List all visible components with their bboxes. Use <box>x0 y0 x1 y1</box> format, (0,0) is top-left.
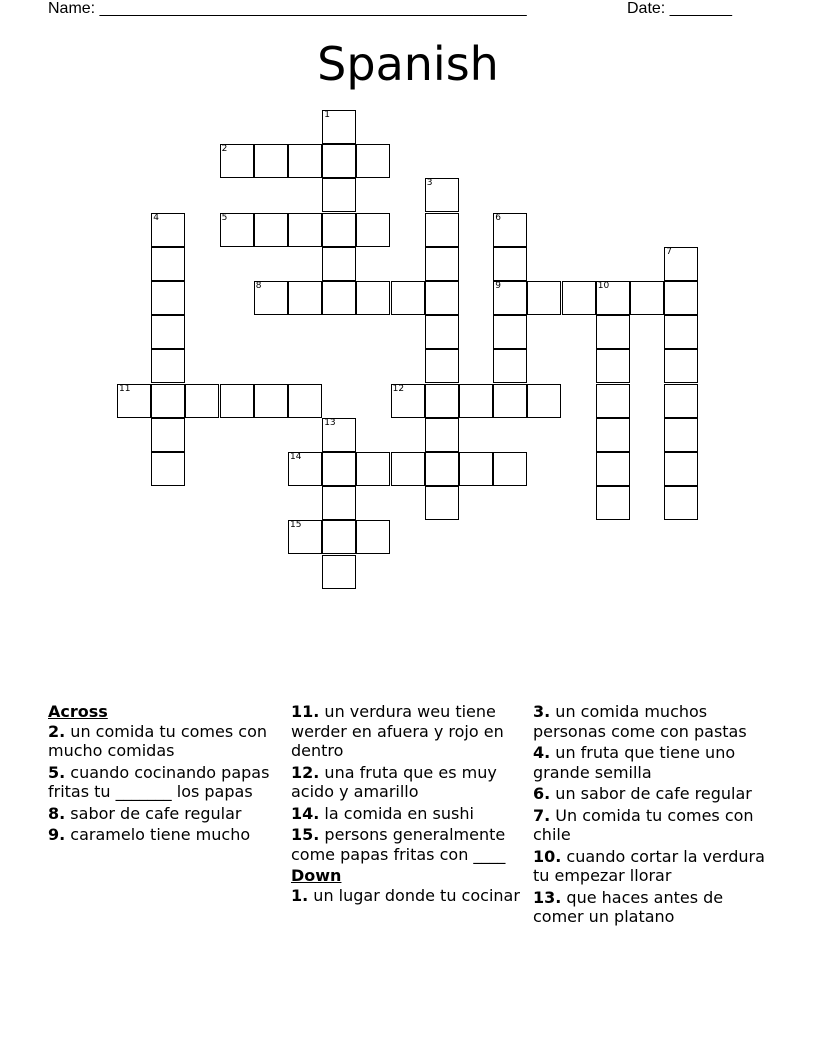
clue-item <box>291 702 531 761</box>
crossword-cell[interactable] <box>493 247 527 281</box>
clue-item-number: 4. <box>533 743 551 762</box>
crossword-cell[interactable] <box>596 418 630 452</box>
crossword-cell[interactable] <box>151 418 185 452</box>
crossword-cell[interactable] <box>459 384 493 418</box>
clue-number: 6 <box>495 212 501 223</box>
clue-item <box>533 888 773 927</box>
clue-item <box>291 763 531 802</box>
crossword-cell[interactable] <box>391 452 425 486</box>
clue-item-text: un fruta que tiene uno grande semilla <box>533 743 736 782</box>
crossword-cell[interactable] <box>493 349 527 383</box>
crossword-cell[interactable] <box>322 418 356 452</box>
clue-item <box>48 722 273 761</box>
crossword-cell[interactable] <box>493 315 527 349</box>
clue-item-number: 7. <box>533 805 551 825</box>
clue-number: 12 <box>392 383 405 394</box>
crossword-cell[interactable] <box>288 384 322 418</box>
across-heading: Across <box>48 702 108 721</box>
clue-item-number: 3. <box>533 702 551 721</box>
crossword-cell[interactable] <box>596 452 630 486</box>
clue-number: 7 <box>666 246 672 257</box>
crossword-cell[interactable] <box>425 418 459 452</box>
clue-item-number: 13. <box>533 887 562 907</box>
clue-item <box>533 784 773 804</box>
crossword-cell[interactable] <box>425 452 459 486</box>
clue-item-text: persons generalmente come papas fritas con ____ <box>291 825 506 864</box>
page-title: Spanish <box>317 37 499 91</box>
crossword-cell[interactable] <box>151 213 185 247</box>
clue-number: 15 <box>290 520 302 531</box>
crossword-cell[interactable] <box>493 452 527 486</box>
crossword-cell[interactable] <box>425 315 459 349</box>
crossword-cell[interactable] <box>288 452 322 486</box>
crossword-cell[interactable] <box>117 384 151 418</box>
crossword-cell[interactable] <box>596 384 630 418</box>
clue-item-number: 5. <box>48 762 66 782</box>
crossword-cell[interactable] <box>322 213 356 247</box>
crossword-cell[interactable] <box>425 178 459 212</box>
clue-number: 9 <box>495 281 501 291</box>
crossword-cell[interactable] <box>425 213 459 247</box>
clue-item-text: un comida muchos personas come con pastas <box>533 702 747 741</box>
crossword-cell[interactable] <box>664 247 698 281</box>
crossword-cell[interactable] <box>151 452 185 486</box>
clue-item-text: caramelo tiene mucho <box>65 825 251 844</box>
clues-column-2 <box>291 702 531 907</box>
clue-item-text: Un comida tu comes con chile <box>533 805 754 844</box>
crossword-cell[interactable] <box>596 349 630 383</box>
crossword-cell[interactable] <box>356 452 390 486</box>
crossword-cell[interactable] <box>151 349 185 383</box>
crossword-cell[interactable] <box>254 281 288 315</box>
clue-number: 14 <box>290 452 302 462</box>
crossword-cell[interactable] <box>527 281 561 315</box>
date-label: Date: <box>627 0 666 17</box>
crossword-cell[interactable] <box>322 555 356 589</box>
clue-item <box>48 804 273 824</box>
clue-number: 5 <box>221 212 228 223</box>
crossword-cell[interactable] <box>322 520 356 554</box>
crossword-cell[interactable] <box>151 281 185 315</box>
clue-item-text: que haces antes de comer un platano <box>533 887 724 926</box>
crossword-cell[interactable] <box>220 213 254 247</box>
clue-item-number: 9. <box>48 825 66 844</box>
crossword-cell[interactable] <box>425 349 459 383</box>
clue-number: 1 <box>324 110 330 120</box>
crossword-cell[interactable] <box>151 247 185 281</box>
clue-item <box>291 825 531 864</box>
crossword-cell[interactable] <box>664 486 698 520</box>
clue-item-text: la comida en sushi <box>319 803 474 823</box>
crossword-cell[interactable] <box>562 281 596 315</box>
crossword-cell[interactable] <box>596 281 630 315</box>
crossword-cell[interactable] <box>664 281 698 315</box>
crossword-cell[interactable] <box>356 281 390 315</box>
crossword-cell[interactable] <box>322 486 356 520</box>
crossword-cell[interactable] <box>288 281 322 315</box>
crossword-cell[interactable] <box>664 452 698 486</box>
crossword-cell[interactable] <box>425 281 459 315</box>
crossword-cell[interactable] <box>527 384 561 418</box>
clue-item-number: 8. <box>48 803 66 823</box>
clues-column-3 <box>533 702 773 929</box>
clue-item-text: un verdura weu tiene werder en afuera y rojo en dentro <box>291 702 504 760</box>
crossword-cell[interactable] <box>459 452 493 486</box>
clue-item-number: 10. <box>533 846 562 866</box>
crossword-cell[interactable] <box>322 144 356 178</box>
crossword-cell[interactable] <box>322 281 356 315</box>
crossword-cell[interactable] <box>151 315 185 349</box>
clue-number: 8 <box>255 281 262 291</box>
crossword-cell[interactable] <box>288 213 322 247</box>
crossword-cell[interactable] <box>493 281 527 315</box>
clue-item-text: un sabor de cafe regular <box>550 784 752 803</box>
crossword-cell[interactable] <box>254 384 288 418</box>
clue-item-number: 6. <box>533 784 551 803</box>
clue-item <box>48 825 273 845</box>
clue-item <box>533 702 773 741</box>
name-label: Name: <box>48 0 96 17</box>
clue-item-number: 14. <box>291 803 320 823</box>
clue-number: 10 <box>597 281 610 291</box>
clue-item-number: 11. <box>291 702 320 721</box>
down-clue-list <box>291 886 531 906</box>
crossword-cell[interactable] <box>425 247 459 281</box>
clue-item-number: 1. <box>291 885 309 905</box>
clue-number: 2 <box>221 144 228 155</box>
crossword-cell[interactable] <box>356 144 390 178</box>
clue-item <box>533 743 773 782</box>
down-heading: Down <box>291 866 342 885</box>
crossword-cell[interactable] <box>425 384 459 418</box>
crossword-cell[interactable] <box>322 452 356 486</box>
clue-item-text: una fruta que es muy acido y amarillo <box>291 762 497 801</box>
crossword-cell[interactable] <box>596 486 630 520</box>
across-clue-list-continued <box>291 702 531 864</box>
crossword-cell[interactable] <box>356 520 390 554</box>
across-clue-list <box>48 722 273 845</box>
crossword-cell[interactable] <box>322 110 356 144</box>
crossword-cell[interactable] <box>322 247 356 281</box>
crossword-cell[interactable] <box>391 384 425 418</box>
clue-number: 11 <box>119 383 131 394</box>
clue-item <box>291 804 531 824</box>
date-blank: _______ <box>669 0 732 17</box>
crossword-cell[interactable] <box>664 315 698 349</box>
clues-column-1 <box>48 702 273 847</box>
clue-item-text: cuando cortar la verdura tu empezar llorar <box>533 846 765 885</box>
crossword-cell[interactable] <box>220 144 254 178</box>
clue-item <box>48 763 273 802</box>
clue-number: 13 <box>324 417 336 428</box>
clue-item <box>291 886 531 906</box>
clue-item <box>533 847 773 886</box>
name-blank: ________________________________________________ <box>99 0 527 17</box>
crossword-cell[interactable] <box>254 213 288 247</box>
clue-item-text: cuando cocinando papas fritas tu _______ los papas <box>48 762 270 801</box>
crossword-cell[interactable] <box>288 520 322 554</box>
crossword-cell[interactable] <box>664 384 698 418</box>
clue-item-text: un comida tu comes con mucho comidas <box>48 721 267 760</box>
down-clue-list-continued <box>533 702 773 927</box>
crossword-cell[interactable] <box>391 281 425 315</box>
clue-item-number: 2. <box>48 721 66 741</box>
crossword-cell[interactable] <box>151 384 185 418</box>
crossword-cell[interactable] <box>630 281 664 315</box>
clue-item-text: un lugar donde tu cocinar <box>308 885 520 905</box>
clue-number: 4 <box>153 212 159 223</box>
clue-item <box>533 806 773 845</box>
clue-item-number: 15. <box>291 825 320 844</box>
crossword-cell[interactable] <box>356 213 390 247</box>
clue-item-number: 12. <box>291 762 320 782</box>
crossword-cell[interactable] <box>322 178 356 212</box>
crossword-cell[interactable] <box>288 144 322 178</box>
crossword-cell[interactable] <box>493 213 527 247</box>
crossword-cell[interactable] <box>596 315 630 349</box>
crossword-cell[interactable] <box>493 384 527 418</box>
crossword-cell[interactable] <box>664 418 698 452</box>
crossword-cell[interactable] <box>664 349 698 383</box>
crossword-cell[interactable] <box>254 144 288 178</box>
crossword-cell[interactable] <box>220 384 254 418</box>
clue-item-text: sabor de cafe regular <box>65 803 242 823</box>
clue-number: 3 <box>426 178 433 189</box>
crossword-cell[interactable] <box>185 384 219 418</box>
crossword-cell[interactable] <box>425 486 459 520</box>
